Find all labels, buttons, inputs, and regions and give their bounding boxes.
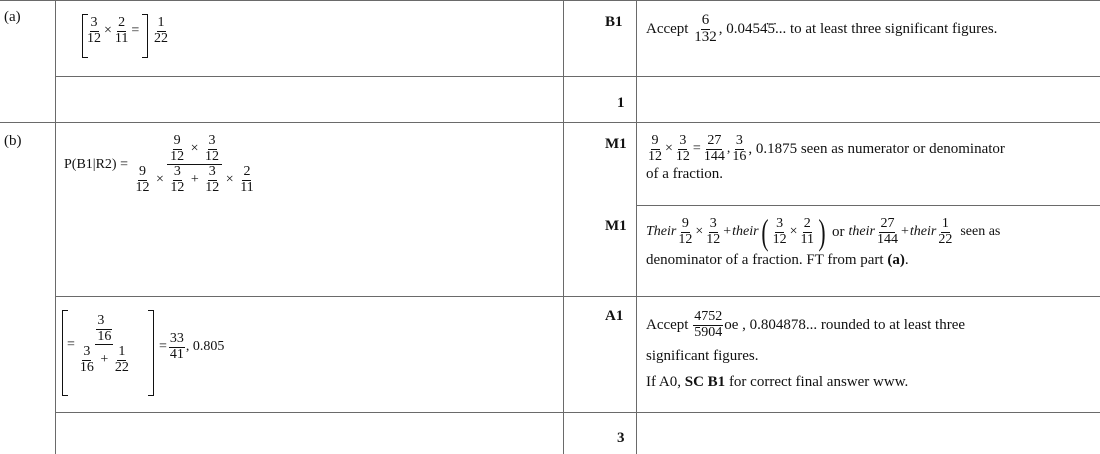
probability-label: P(B1|R2) =: [64, 156, 128, 172]
total-marks: 1: [617, 95, 625, 111]
fraction: $\frac{1}{22}$: [154, 15, 168, 46]
part-label-a: (a): [4, 9, 21, 25]
guidance-a: Accept $\frac{6}{132}$ , 0.0454̇5̇... to at least three significant figures.: [646, 12, 998, 45]
main-fraction: $\frac{3}{16}$ $\frac{3}{16}$ + $\frac{1}{22}$: [79, 313, 129, 376]
row-divider: [55, 412, 1100, 413]
row-divider: [55, 76, 1100, 77]
part-label-b: (b): [4, 133, 22, 149]
table-top-border: [0, 0, 1100, 1]
guidance-b-row2: Their $\frac{9}{12}$ × $\frac{3}{12}$ + their ( $\frac{3}{12}$ × $\frac{2}{11}$ ) or their $\frac{27}{144}$ + their $\frac{1}{22}$ seen as denominator of a fraction. FT from part (a).: [646, 212, 1001, 269]
mark-code: M1: [605, 136, 627, 152]
column-divider: [563, 0, 564, 454]
row-divider: [0, 122, 1100, 123]
guidance-b-row3: Accept $\frac{4752}{5904}$ oe , 0.804878... rounded to at least three significant figures. If A0, SC B1 for correct final answer www.: [646, 309, 966, 391]
mark-code: B1: [605, 14, 623, 30]
bracket-right: [142, 14, 148, 58]
main-fraction: $\frac{9}{12}$ × $\frac{3}{12}$ $\frac{9}{12}$ × $\frac{3}{12}$ + $\frac{3}{12}$ × $\frac{2}{11}$: [135, 133, 254, 196]
bracket-right: [148, 310, 154, 396]
row-divider: [55, 296, 1100, 297]
fraction: $\frac{3}{12}$: [87, 15, 101, 46]
conditional-probability-expression: [64, 134, 258, 196]
total-marks: 3: [617, 430, 625, 446]
mark-code: A1: [605, 308, 624, 324]
fraction: $\frac{6}{132}$: [694, 12, 717, 45]
mark-code: M1: [605, 218, 627, 234]
fraction: $\frac{2}{11}$: [114, 15, 129, 46]
guidance-b-row1: $\frac{9}{12}$ × $\frac{3}{12}$ = $\frac{27}{144}$ , $\frac{3}{16}$ , 0.1875 seen as numerator or denominator of a fraction.: [646, 133, 1005, 183]
column-divider: [55, 0, 56, 454]
column-divider: [636, 0, 637, 454]
row-divider: [636, 205, 1100, 206]
